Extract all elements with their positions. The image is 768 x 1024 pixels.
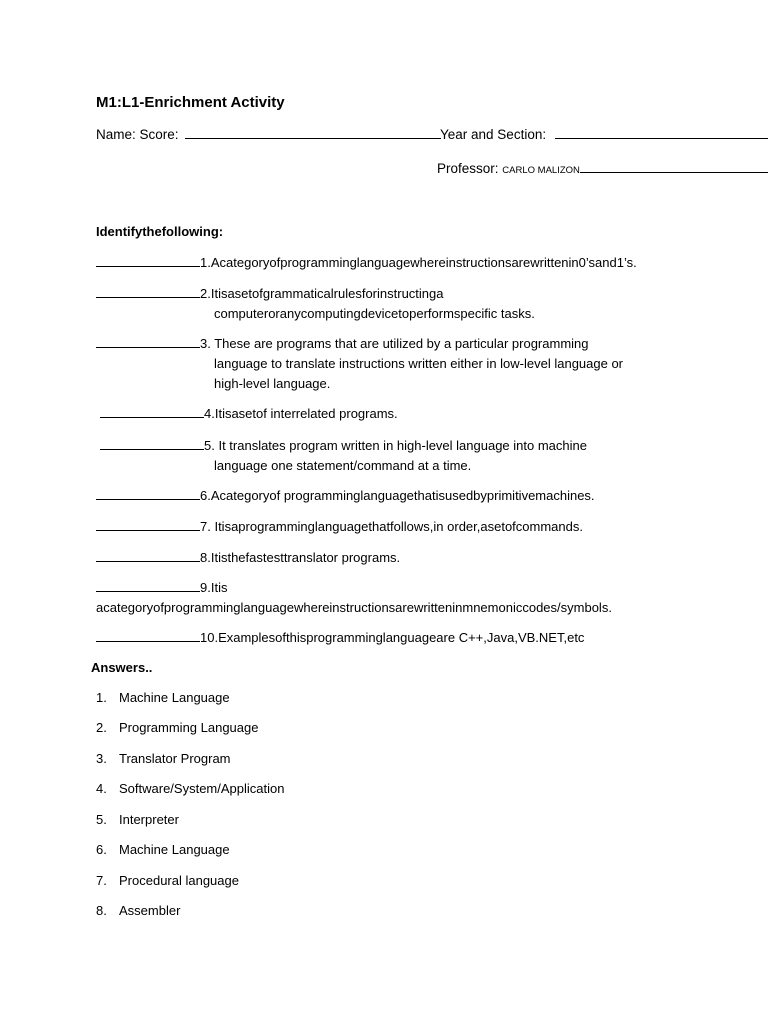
answer-blank[interactable] (100, 436, 204, 450)
question-8: 8.Itisthefastesttranslator programs. (96, 548, 400, 568)
year-section-row (440, 126, 768, 142)
answers-heading: Answers.. (91, 660, 153, 675)
answer-item: 4. Software/System/Application (96, 781, 285, 796)
professor-label: Professor: (437, 161, 499, 176)
professor-field[interactable] (580, 160, 768, 173)
question-1: 1.Acategoryofprogramminglanguagewhereinstructionsarewrittenin0’sand1’s. (96, 253, 637, 273)
answer-blank[interactable] (100, 404, 204, 418)
name-score-field[interactable] (185, 126, 441, 139)
year-section-field[interactable] (555, 126, 768, 139)
answer-item: 1. Machine Language (96, 690, 230, 705)
answer-item: 8. Assembler (96, 903, 181, 918)
answer-blank[interactable] (96, 284, 200, 298)
answer-blank[interactable] (96, 486, 200, 500)
question-10: 10.Examplesofthisprogramminglanguageare C++,Java,VB.NET,etc (96, 628, 584, 648)
answer-item: 6. Machine Language (96, 842, 230, 857)
answer-item: 7. Procedural language (96, 873, 239, 888)
page-title: M1:L1-Enrichment Activity (96, 94, 285, 111)
name-score-label: Name: Score: (96, 127, 179, 142)
question-3: 3. These are programs that are utilized by a particular programming language to translate instructions written either in low-level language or high-level language. (96, 334, 623, 394)
answer-blank[interactable] (96, 578, 200, 592)
question-7: 7. Itisaprogramminglanguagethatfollows,in order,asetofcommands. (96, 517, 583, 537)
question-5: 5. It translates program written in high-level language into machine language one statement/command at a time. (100, 436, 587, 476)
answer-blank[interactable] (96, 548, 200, 562)
answer-item: 3. Translator Program (96, 751, 231, 766)
answer-blank[interactable] (96, 334, 200, 348)
year-section-label: Year and Section: (440, 127, 547, 142)
question-2: 2.Itisasetofgrammaticalrulesforinstructinga computeroranycomputingdevicetoperformspecific tasks. (96, 284, 535, 324)
answer-blank[interactable] (96, 517, 200, 531)
name-score-row (96, 126, 441, 142)
professor-row (437, 160, 768, 176)
question-4: 4.Itisasetof interrelated programs. (100, 404, 398, 424)
answer-blank[interactable] (96, 628, 200, 642)
question-9: 9.Itis acategoryofprogramminglanguagewhereinstructionsarewritteninmnemoniccodes/symbols. (96, 580, 612, 615)
answer-item: 2. Programming Language (96, 720, 259, 735)
answer-item: 5. Interpreter (96, 812, 179, 827)
question-6: 6.Acategoryof programminglanguagethatisusedbyprimitivemachines. (96, 486, 595, 506)
professor-name: CARLO MALIZON (502, 165, 580, 176)
answer-blank[interactable] (96, 253, 200, 267)
instructions-heading: Identifythefollowing: (96, 224, 224, 239)
